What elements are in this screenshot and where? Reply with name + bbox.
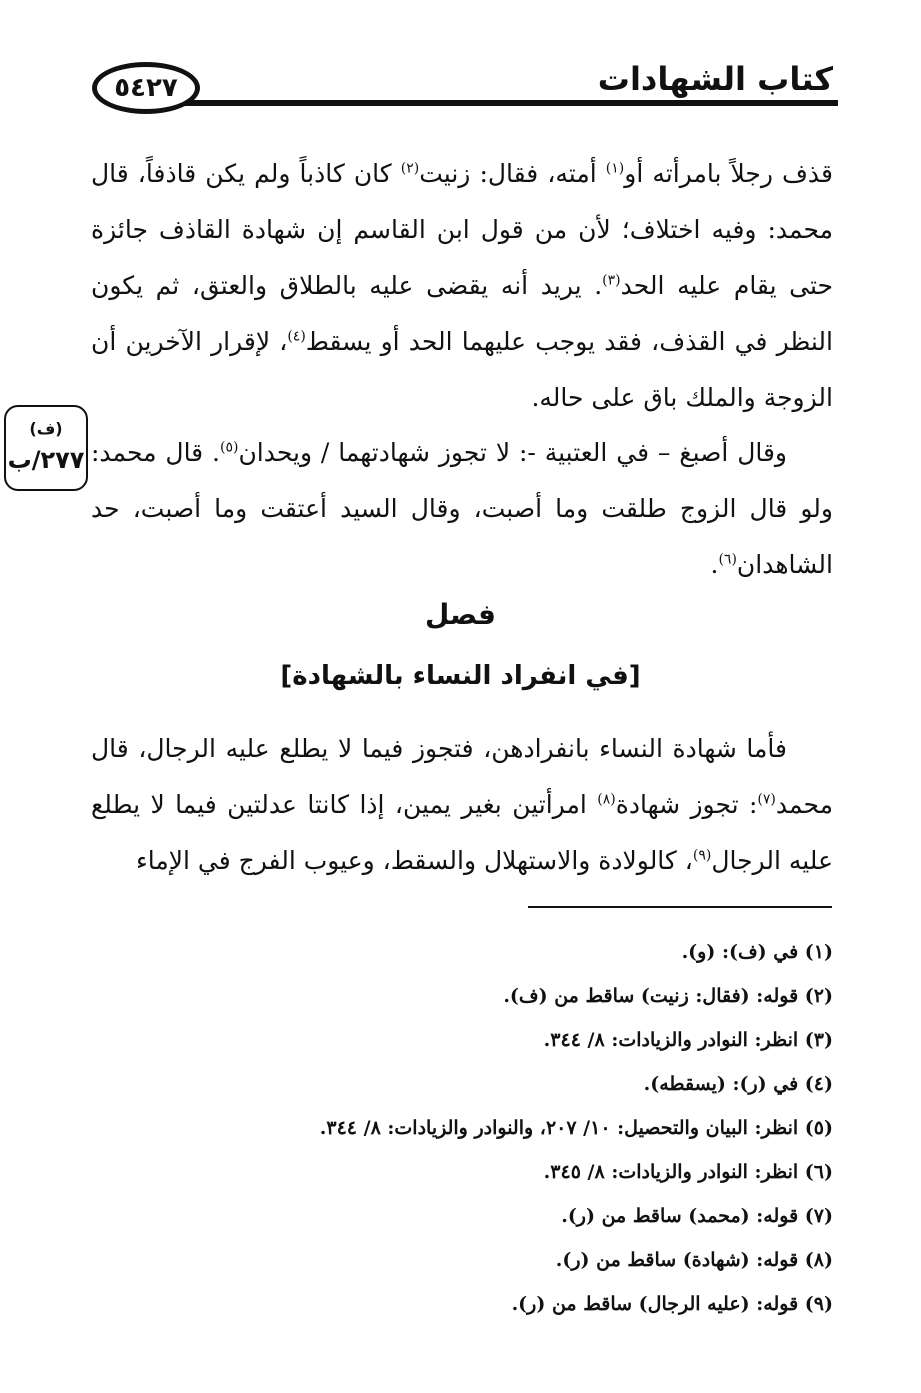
- section-title: فصل: [425, 598, 496, 631]
- footnote-ref-3[interactable]: (٣): [602, 272, 621, 289]
- footnote: (٤) في (ر): (يسقطه).: [643, 1073, 833, 1095]
- footnotes: [73, 932, 833, 1328]
- footnote-ref-8[interactable]: (٨): [597, 791, 616, 808]
- footnote-ref-1[interactable]: (١): [605, 160, 625, 177]
- folio-number: ٢٧٧/ب: [7, 446, 85, 474]
- footnote-ref-5[interactable]: (٥): [219, 439, 239, 456]
- footnote-ref-6[interactable]: (٦): [718, 551, 737, 568]
- paragraph-3: فأما شهادة النساء بانفرادهن، فتجوز فيما لا يطلع عليه الرجال، قال محمد$^{(٧)}$: تجوز شهادة$^{(٨)}$ امرأتين بغير يمين، إذا كانتا عدلتين فيما لا يطلع عليه الرجال$^{(٩)}$، كالولادة والاستهلال والسقط، وعيوب الفرج في الإماء: [91, 734, 833, 875]
- footnote-separator: [528, 906, 832, 908]
- footnote-ref-2[interactable]: (٢): [400, 160, 420, 177]
- page-number: ٥٤٢٧: [92, 62, 200, 114]
- footnote: (٨) قوله: (شهادة) ساقط من (ر).: [555, 1249, 833, 1271]
- footnote: (٢) قوله: (فقال: زنيت) ساقط من (ف).: [503, 985, 833, 1007]
- manuscript-folio-note: [4, 405, 88, 491]
- footnote: (٧) قوله: (محمد) ساقط من (ر).: [561, 1205, 833, 1227]
- footnote: (٥) انظر: البيان والتحصيل: ١٠/ ٢٠٧، والنوادر والزيادات: ٨/ ٣٤٤.: [319, 1117, 833, 1139]
- footnote-ref-4[interactable]: (٤): [287, 328, 306, 345]
- footnote: (١) في (ف): (و).: [681, 941, 833, 963]
- paragraph-1: قذف رجلاً بامرأته أو$^{(١)}$ أمته، فقال: زنيت$^{(٢)}$ كان كاذباً ولم يكن قاذفاً، قال محمد: وفيه اختلاف؛ لأن من قول ابن القاسم إن شهادة القاذف جائزة حتى يقام عليه الحد$^{(٣)}$. يريد أنه يقضى عليه بالطلاق والعتق، ثم يكون النظر في القذف، فقد يوجب عليهما الحد أو يسقط$^{(٤)}$، لإقرار الآخرين أن الزوجة والملك باق على حاله.: [91, 159, 834, 412]
- footnote: (٩) قوله: (عليه الرجال) ساقط من (ر).: [511, 1293, 833, 1315]
- footnote: (٦) انظر: النوادر والزيادات: ٨/ ٣٤٥.: [543, 1161, 833, 1183]
- paragraph-2: وقال أصبغ – في العتبية -: لا تجوز شهادتهما / ويحدان$^{(٥)}$. قال محمد: ولو قال الزوج طلقت وما أصبت، وقال السيد أعتقت وما أصبت، حد الشاهدان$^{(٦)}$.: [91, 438, 833, 579]
- footnote: (٣) انظر: النوادر والزيادات: ٨/ ٣٤٤.: [543, 1029, 833, 1051]
- section-subtitle: [في انفراد النساء بالشهادة]: [280, 661, 641, 691]
- footnote-ref-7[interactable]: (٧): [757, 791, 776, 808]
- header-rule: [180, 100, 838, 106]
- book-title: كتاب الشهادات: [597, 60, 833, 98]
- folio-source: (ف): [29, 419, 63, 438]
- footnote-ref-9[interactable]: (٩): [692, 847, 712, 864]
